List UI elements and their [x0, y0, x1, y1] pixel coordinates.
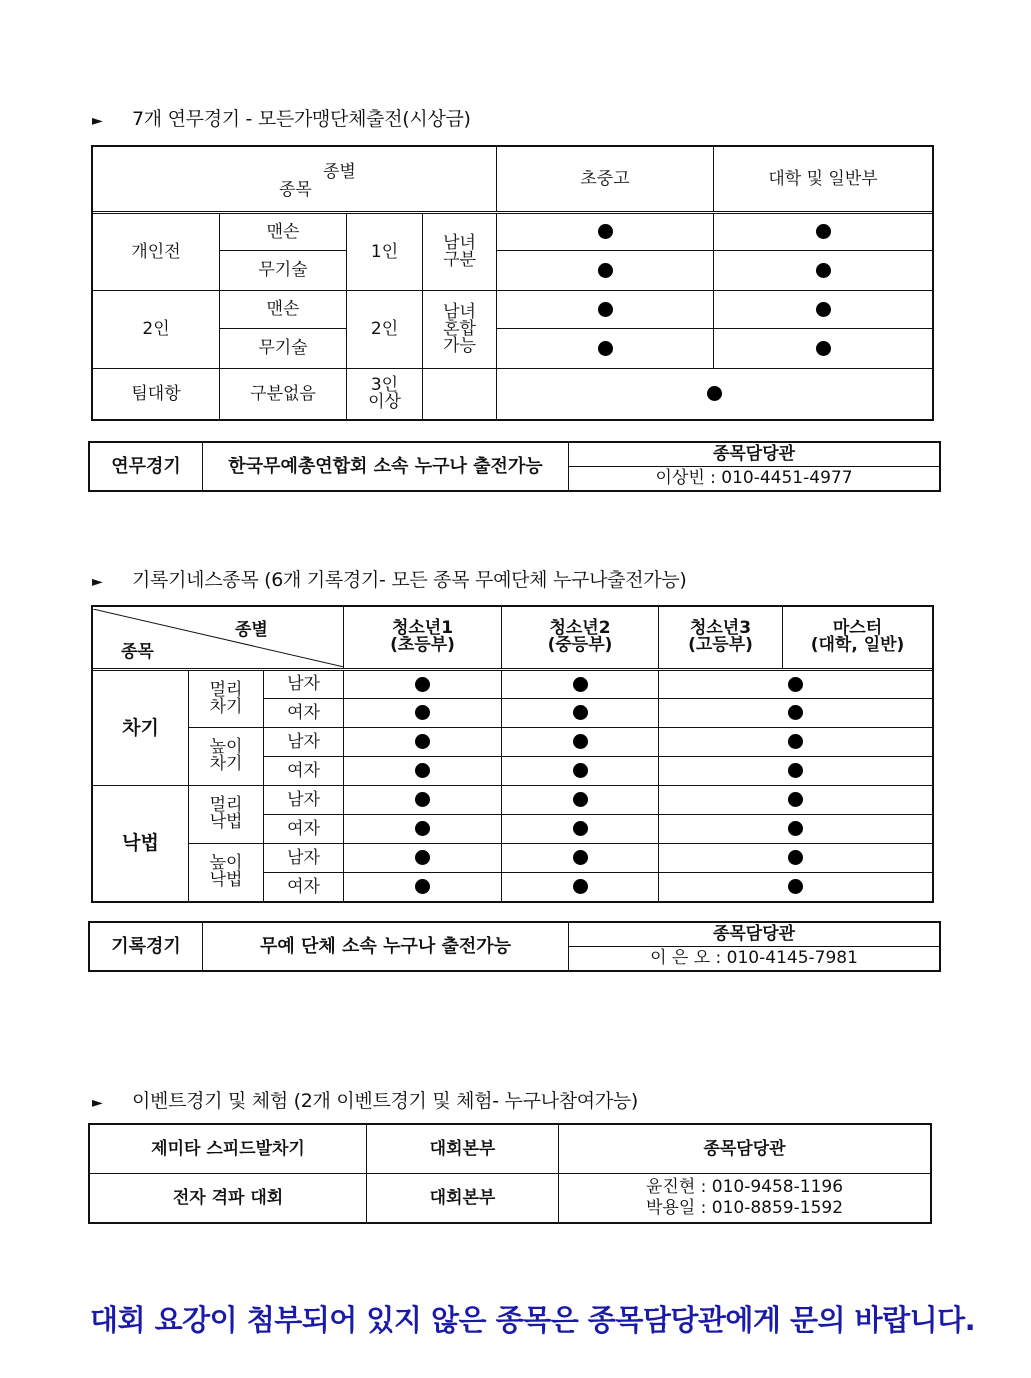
- section1-info-table: [89, 442, 940, 491]
- dot-cell: [502, 786, 659, 815]
- dot-marker: [788, 850, 803, 865]
- dot-marker: [816, 263, 831, 278]
- dot-cell: [344, 815, 502, 844]
- dot-marker: [788, 792, 803, 807]
- sub-label: 높이 낙법: [189, 844, 264, 902]
- contact-info: 이상빈 : 010-4451-4977: [569, 467, 940, 491]
- gender-cell: 남녀 혼합 가능: [423, 291, 497, 369]
- dot-marker: [598, 341, 613, 356]
- sub-weapon: 무기술: [220, 329, 347, 369]
- dot-marker: [788, 734, 803, 749]
- count-cell: 2인: [347, 291, 423, 369]
- pointer-arrow-icon: ►: [92, 113, 103, 129]
- info-label: 연무경기: [90, 443, 203, 491]
- dot-cell: [714, 251, 933, 291]
- dot-marker: [816, 302, 831, 317]
- header-col-youth1: 청소년1 (초등부): [344, 607, 502, 670]
- contact-info: 윤진현 : 010-9458-1196 박용일 : 010-8859-1592: [559, 1174, 931, 1223]
- section1-title: ► 7개 연무경기 - 모든가맹단체출전(시상금): [92, 108, 471, 130]
- dot-cell: [497, 329, 714, 369]
- dot-cell: [714, 291, 933, 329]
- dot-cell: [659, 873, 933, 902]
- section2-info-table: [89, 922, 940, 971]
- dot-marker: [415, 734, 430, 749]
- dot-marker: [415, 677, 430, 692]
- row-label-team: 팀대항: [93, 369, 220, 420]
- gender-male: 남자: [264, 844, 344, 873]
- dot-cell: [659, 728, 933, 757]
- dot-marker: [415, 821, 430, 836]
- row-label-pair: 2인: [93, 291, 220, 369]
- team-kind: 구분없음: [220, 369, 347, 420]
- dot-cell: [659, 815, 933, 844]
- dot-cell: [659, 670, 933, 699]
- group-label-breakfall: 낙법: [93, 786, 189, 902]
- dot-marker: [573, 850, 588, 865]
- dot-cell: [502, 815, 659, 844]
- section2-table: [92, 606, 933, 902]
- dot-marker: [415, 763, 430, 778]
- section3-title: ► 이벤트경기 및 체험 (2개 이벤트경기 및 체험- 누구나참여가능): [92, 1090, 639, 1112]
- dot-cell: [344, 670, 502, 699]
- dot-cell: [344, 699, 502, 728]
- dot-marker: [573, 734, 588, 749]
- contact-title: 종목담당관: [569, 443, 940, 467]
- dot-cell: [502, 873, 659, 902]
- section1-table: [92, 146, 933, 420]
- group-label-kick: 차기: [93, 670, 189, 786]
- dot-cell: [344, 873, 502, 902]
- info-label: 기록경기: [90, 923, 203, 971]
- dot-cell: [502, 670, 659, 699]
- contact-title: 종목담당관: [569, 923, 940, 947]
- dot-cell: [344, 728, 502, 757]
- dot-marker: [573, 879, 588, 894]
- dot-cell: [497, 213, 714, 251]
- dot-cell: [497, 291, 714, 329]
- dot-marker: [573, 677, 588, 692]
- dot-marker: [788, 821, 803, 836]
- dot-cell: [502, 728, 659, 757]
- gender-female: 여자: [264, 815, 344, 844]
- dot-cell: [497, 369, 933, 420]
- dot-cell: [714, 329, 933, 369]
- event-speed-kick: 제미타 스피드발차기: [90, 1125, 367, 1174]
- dot-marker: [788, 705, 803, 720]
- sub-label: 높이 차기: [189, 728, 264, 786]
- sub-weapon: 무기술: [220, 251, 347, 291]
- dot-cell: [659, 699, 933, 728]
- dot-marker: [573, 705, 588, 720]
- dot-marker: [415, 879, 430, 894]
- dot-marker: [788, 879, 803, 894]
- sub-bare-hand: 맨손: [220, 213, 347, 251]
- footer-note: 대회 요강이 첨부되어 있지 않은 종목은 종목담당관에게 문의 바랍니다.: [90, 1303, 976, 1337]
- dot-cell: [344, 844, 502, 873]
- header-col-master: 마스터 (대학, 일반): [783, 607, 933, 670]
- header-col-youth2: 청소년2 (중등부): [502, 607, 659, 670]
- dot-cell: [659, 757, 933, 786]
- dot-marker: [415, 705, 430, 720]
- header-diagonal-cell: 종별 종목: [93, 607, 344, 670]
- count-cell: 1인: [347, 213, 423, 291]
- sub-label: 멀리 차기: [189, 670, 264, 728]
- event-electronic-breaking: 전자 격파 대회: [90, 1174, 367, 1223]
- info-desc: 한국무예총연합회 소속 누구나 출전가능: [203, 443, 569, 491]
- dot-marker: [788, 677, 803, 692]
- dot-marker: [816, 224, 831, 239]
- dot-cell: [344, 786, 502, 815]
- dot-marker: [415, 850, 430, 865]
- header-col-youth3: 청소년3 (고등부): [659, 607, 783, 670]
- event-host: 대회본부: [367, 1125, 559, 1174]
- header-col-university: 대학 및 일반부: [714, 147, 933, 213]
- sub-label: 멀리 낙법: [189, 786, 264, 844]
- header-diagonal-cell: 종별 종목: [93, 147, 497, 213]
- dot-marker: [816, 341, 831, 356]
- event-host: 대회본부: [367, 1174, 559, 1223]
- info-desc: 무예 단체 소속 누구나 출전가능: [203, 923, 569, 971]
- gender-male: 남자: [264, 728, 344, 757]
- dot-cell: [497, 251, 714, 291]
- gender-cell: 남녀 구분: [423, 213, 497, 291]
- gender-female: 여자: [264, 699, 344, 728]
- contact-title: 종목담당관: [559, 1125, 931, 1174]
- gender-cell-empty: [423, 369, 497, 420]
- gender-male: 남자: [264, 670, 344, 699]
- dot-marker: [707, 386, 722, 401]
- count-cell: 3인 이상: [347, 369, 423, 420]
- dot-marker: [573, 792, 588, 807]
- dot-marker: [573, 763, 588, 778]
- dot-marker: [598, 263, 613, 278]
- dot-cell: [659, 786, 933, 815]
- gender-female: 여자: [264, 873, 344, 902]
- dot-marker: [598, 224, 613, 239]
- dot-marker: [415, 792, 430, 807]
- section2-title: ► 기록기네스종목 (6개 기록경기- 모든 종목 무예단체 누구나출전가능): [92, 569, 687, 591]
- dot-cell: [502, 844, 659, 873]
- gender-male: 남자: [264, 786, 344, 815]
- dot-cell: [659, 844, 933, 873]
- sub-bare-hand: 맨손: [220, 291, 347, 329]
- pointer-arrow-icon: ►: [92, 1095, 103, 1111]
- dot-cell: [344, 757, 502, 786]
- section3-table: [89, 1124, 931, 1223]
- dot-cell: [714, 213, 933, 251]
- dot-marker: [573, 821, 588, 836]
- dot-marker: [788, 763, 803, 778]
- dot-cell: [502, 699, 659, 728]
- contact-info: 이 은 오 : 010-4145-7981: [569, 947, 940, 971]
- row-label-individual: 개인전: [93, 213, 220, 291]
- gender-female: 여자: [264, 757, 344, 786]
- header-col-elementary: 초중고: [497, 147, 714, 213]
- pointer-arrow-icon: ►: [92, 574, 103, 590]
- dot-cell: [502, 757, 659, 786]
- dot-marker: [598, 302, 613, 317]
